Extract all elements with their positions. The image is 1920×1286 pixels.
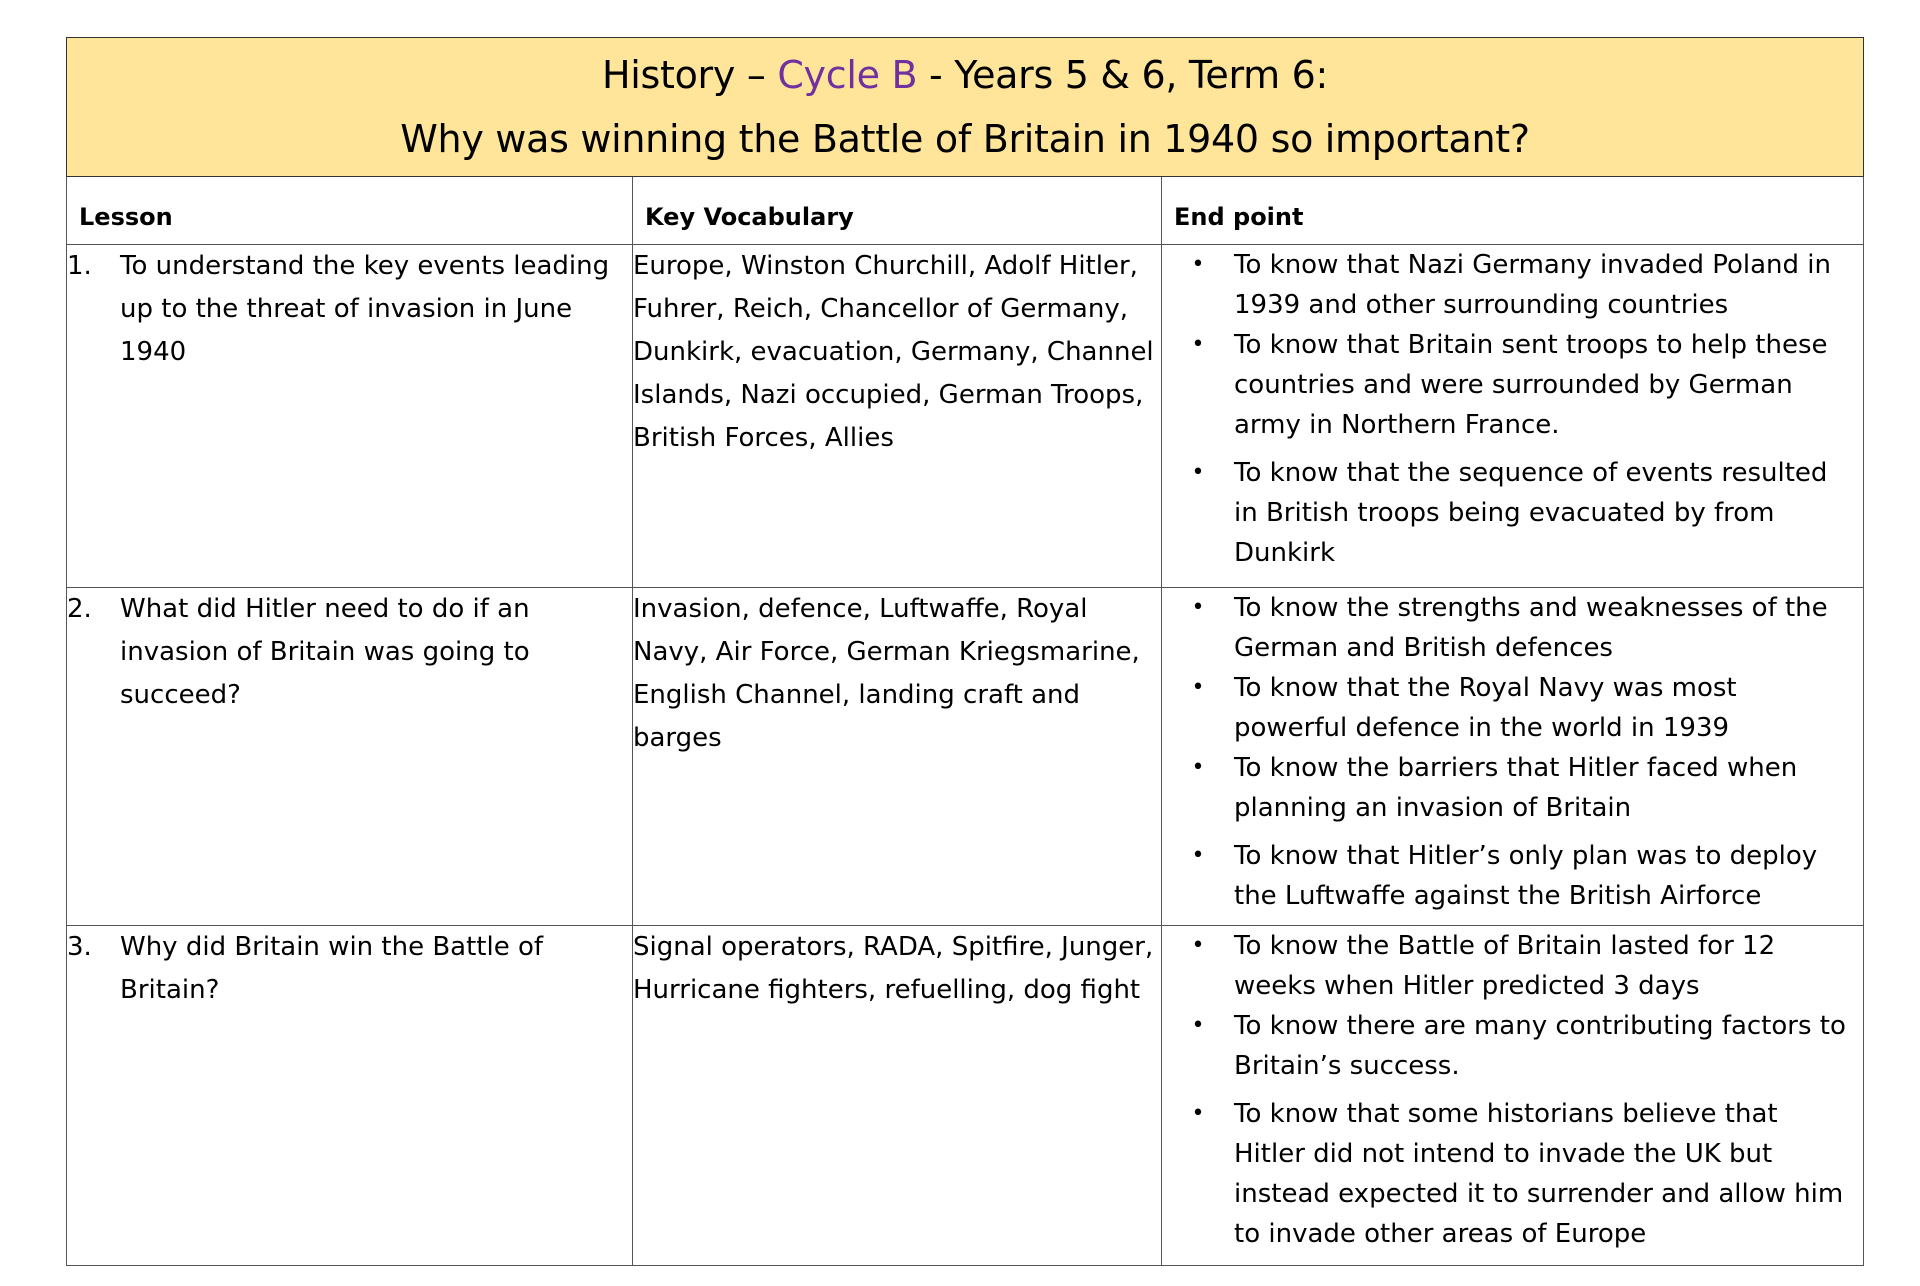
lesson-objective: Why did Britain win the Battle of Britain?	[120, 932, 544, 1005]
bullet-icon: •	[1191, 755, 1205, 780]
lesson-cell	[67, 588, 633, 926]
title-subject: History –	[601, 53, 778, 97]
bullet-icon: •	[1191, 1101, 1205, 1126]
lesson-cell	[67, 926, 633, 1266]
end-point-cell	[1162, 926, 1864, 1266]
bullet-icon: •	[1191, 460, 1205, 485]
end-point-cell	[1162, 245, 1864, 588]
bullet-icon: •	[1191, 675, 1205, 700]
lesson-objective: To understand the key events leading up to the threat of invasion in June 1940	[120, 251, 610, 367]
end-point-list	[1162, 588, 1863, 916]
bullet-icon: •	[1191, 332, 1205, 357]
lesson-number: 1.	[67, 251, 92, 281]
end-point-cell	[1162, 588, 1864, 926]
column-header-lesson: Lesson	[67, 177, 633, 245]
list-item: • To know there are many contributing factors to Britain’s success.	[1162, 1006, 1863, 1086]
list-item: • To know that the Royal Navy was most powerful defence in the world in 1939	[1162, 668, 1863, 748]
bullet-icon: •	[1191, 933, 1205, 958]
column-header-row	[67, 177, 1864, 245]
vocabulary-cell: Europe, Winston Churchill, Adolf Hitler, Fuhrer, Reich, Chancellor of Germany, Dunkirk, evacuation, Germany, Channel Islands, Nazi occupied, German Troops, British Forces, Allies	[633, 245, 1162, 588]
end-point-list	[1162, 245, 1863, 573]
list-item: • To know that Britain sent troops to help these countries and were surrounded by German army in Northern France.	[1162, 325, 1863, 445]
list-item: • To know the Battle of Britain lasted for 12 weeks when Hitler predicted 3 days	[1162, 926, 1863, 1006]
lesson-number: 3.	[67, 932, 92, 962]
curriculum-table	[66, 37, 1864, 1266]
list-item: • To know that Hitler’s only plan was to deploy the Luftwaffe against the British Airforce	[1162, 836, 1863, 916]
bullet-icon: •	[1191, 1013, 1205, 1038]
lesson-cell	[67, 245, 633, 588]
bullet-icon: •	[1191, 595, 1205, 620]
list-item: • To know the strengths and weaknesses of the German and British defences	[1162, 588, 1863, 668]
title-cycle: Cycle B	[777, 53, 918, 97]
lesson-objective: What did Hitler need to do if an invasion of Britain was going to succeed?	[120, 594, 530, 710]
lesson-number: 2.	[67, 594, 92, 624]
bullet-icon: •	[1191, 252, 1205, 277]
vocabulary-cell: Invasion, defence, Luftwaffe, Royal Navy, Air Force, German Kriegsmarine, English Channel, landing craft and barges	[633, 588, 1162, 926]
list-item: • To know the barriers that Hitler faced when planning an invasion of Britain	[1162, 748, 1863, 828]
end-point-list	[1162, 926, 1863, 1254]
page-title	[67, 43, 1863, 107]
column-header-vocabulary: Key Vocabulary	[633, 177, 1162, 245]
bullet-icon: •	[1191, 843, 1205, 868]
list-item: • To know that Nazi Germany invaded Poland in 1939 and other surrounding countries	[1162, 245, 1863, 325]
title-years-term: - Years 5 & 6, Term 6:	[917, 53, 1329, 97]
table-row	[67, 926, 1864, 1266]
vocabulary-cell: Signal operators, RADA, Spitfire, Junger, Hurricane fighters, refuelling, dog fight	[633, 926, 1162, 1266]
page-subtitle: Why was winning the Battle of Britain in 1940 so important?	[400, 117, 1530, 161]
list-item: • To know that the sequence of events resulted in British troops being evacuated by from Dunkirk	[1162, 453, 1863, 573]
table-row	[67, 245, 1864, 588]
column-header-end-point: End point	[1162, 177, 1864, 245]
table-row	[67, 588, 1864, 926]
list-item: • To know that some historians believe that Hitler did not intend to invade the UK but instead expected it to surrender and allow him to invade other areas of Europe	[1162, 1094, 1863, 1254]
title-banner	[67, 38, 1864, 177]
